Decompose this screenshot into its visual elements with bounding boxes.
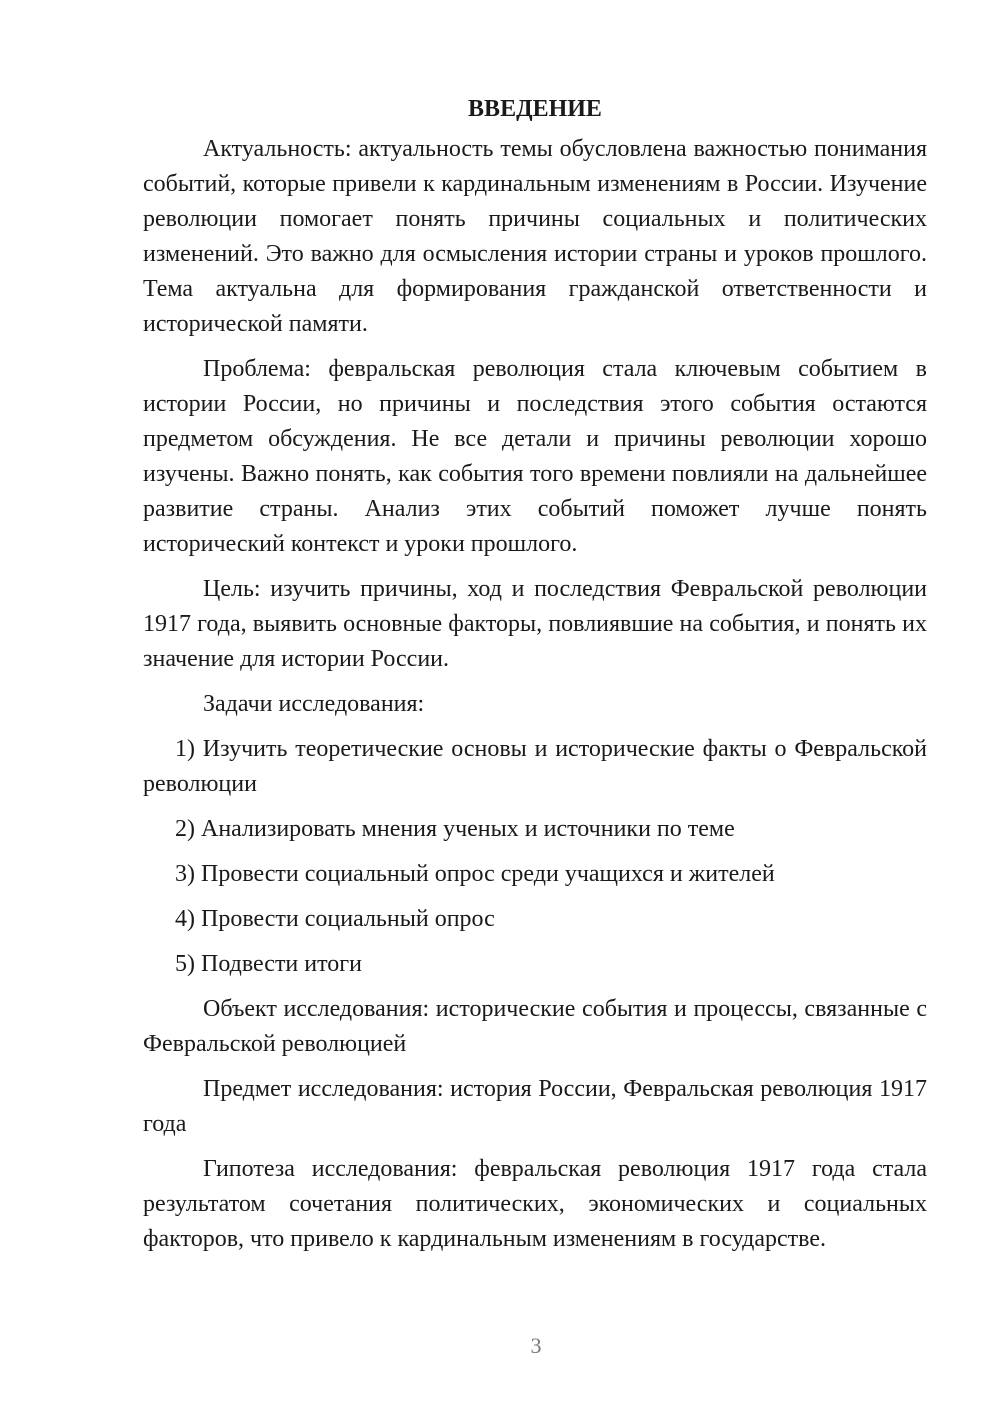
tasks-label: Задачи исследования: bbox=[203, 691, 425, 717]
hypothesis-paragraph: Гипотеза исследования: февральская революция 1917 года стала результатом сочетания политических, экономических и социальных факторов, что привело к кардинальным изменениям в государстве. bbox=[143, 1156, 927, 1252]
task-item-4: 4) Провести социальный опрос bbox=[175, 906, 495, 932]
subject-paragraph: Предмет исследования: история России, Февральская революция 1917 года bbox=[143, 1076, 927, 1137]
task-item-5: 5) Подвести итоги bbox=[175, 951, 362, 977]
section-heading: ВВЕДЕНИЕ bbox=[468, 96, 602, 122]
page-content bbox=[143, 92, 927, 1267]
goal-paragraph: Цель: изучить причины, ход и последствия Февральской революции 1917 года, выявить основные факторы, повлиявшие на события, и понять их значение для истории России. bbox=[143, 576, 927, 672]
task-item-3: 3) Провести социальный опрос среди учащихся и жителей bbox=[175, 861, 775, 887]
page-number: 3 bbox=[530, 1333, 542, 1358]
problem-paragraph: Проблема: февральская революция стала ключевым событием в истории России, но причины и последствия этого события остаются предметом обсуждения. Не все детали и причины революции хорошо изучены. Важно понять, как события того времени повлияли на дальнейшее развитие страны. Анализ этих событий поможет лучше понять исторический контекст и уроки прошлого. bbox=[143, 356, 927, 557]
task-item-1: 1) Изучить теоретические основы и исторические факты о Февральской революции bbox=[143, 736, 927, 797]
task-item-2: 2) Анализировать мнения ученых и источники по теме bbox=[175, 816, 735, 842]
object-paragraph: Объект исследования: исторические события и процессы, связанные с Февральской революцией bbox=[143, 996, 927, 1057]
relevance-paragraph: Актуальность: актуальность темы обусловлена важностью понимания событий, которые привели к кардинальным изменениям в России. Изучение революции помогает понять причины социальных и политических изменений. Это важно для осмысления истории страны и уроков прошлого. Тема актуальна для формирования гражданской ответственности и исторической памяти. bbox=[143, 136, 927, 337]
